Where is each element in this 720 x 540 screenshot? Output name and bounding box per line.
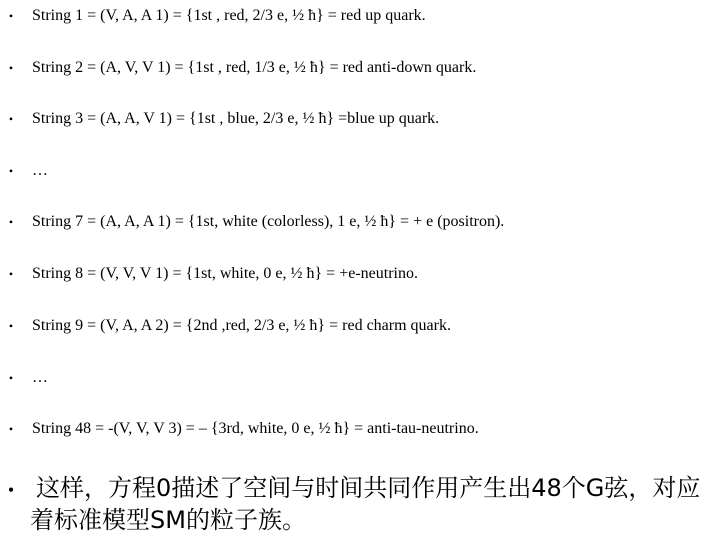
ellipsis-text: … [32,369,48,386]
string-1-text: String 1 = (V, A, A 1) = {1st , red, 2/3 e, ½ ħ} = red up quark. [32,7,426,24]
list-item [0,261,720,287]
ellipsis-text: … [32,162,48,179]
list-item [0,365,720,391]
bullet: • [8,9,14,23]
conclusion-item [0,472,720,538]
string-2-text: String 2 = (A, V, V 1) = {1st , red, 1/3 e, ½ ħ} = red anti-down quark. [32,59,477,76]
bullet: • [8,267,14,281]
bullet: • [7,480,15,500]
string-8-text: String 8 = (V, V, V 1) = {1st, white, 0 e, ½ ħ} = +e-neutrino. [32,265,418,282]
bullet: • [8,61,14,75]
string-7-text: String 7 = (A, A, A 1) = {1st, white (colorless), 1 e, ½ ħ} = + e (positron). [32,213,505,230]
bullet: • [8,319,14,333]
list-item [0,313,720,339]
list-item [0,106,720,132]
string-48-text: String 48 = -(V, V, V 3) = – {3rd, white, 0 e, ½ ħ} = anti-tau-neutrino. [32,420,479,437]
conclusion-text: 这样，方程0描述了空间与时间共同作用产生出48个G弦，对应着标准模型SM的粒子族。 [30,474,701,534]
list-item [0,416,720,442]
bullet: • [8,215,14,229]
list-item [0,209,720,235]
list-item [0,3,720,29]
string-9-text: String 9 = (V, A, A 2) = {2nd ,red, 2/3 e, ½ ħ} = red charm quark. [32,317,451,334]
string-3-text: String 3 = (A, A, V 1) = {1st , blue, 2/3 e, ½ ħ} =blue up quark. [32,110,440,127]
bullet: • [8,112,14,126]
bullet: • [8,422,14,436]
list-item [0,55,720,81]
bullet: • [8,164,14,178]
list-item [0,158,720,184]
bullet: • [8,371,14,385]
